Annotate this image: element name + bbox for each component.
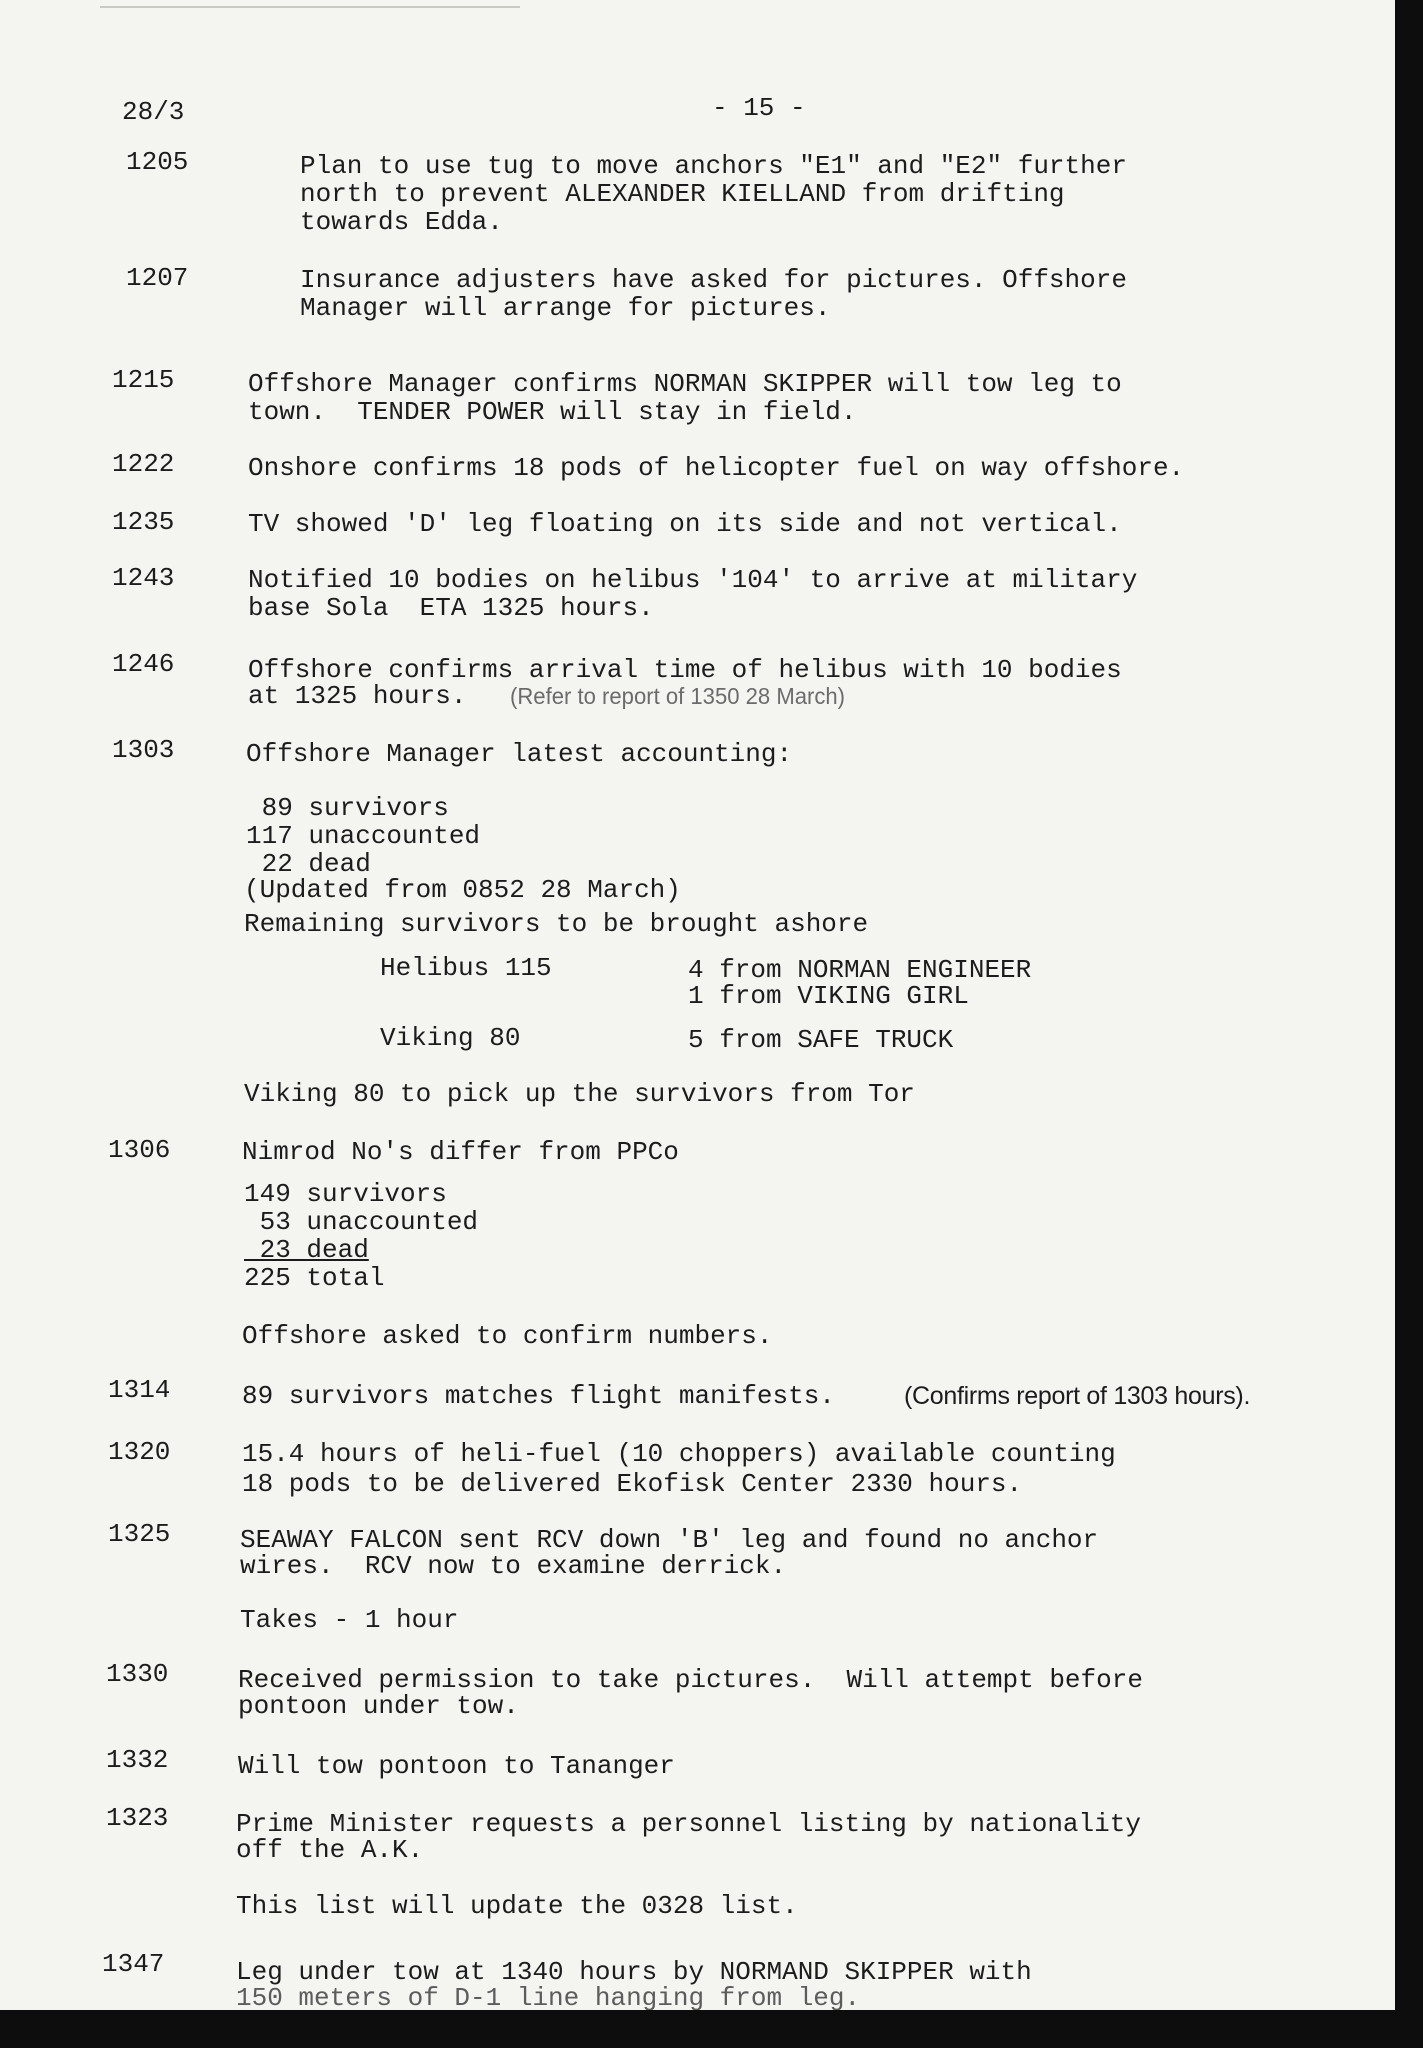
entry-line: Offshore Manager confirms NORMAN SKIPPER will tow leg to	[248, 369, 1122, 399]
remaining-line: Remaining survivors to be brought ashore	[244, 909, 869, 939]
entry-line: 18 pods to be delivered Ekofisk Center 2330 hours.	[242, 1469, 1023, 1499]
entry-time: 1215	[112, 365, 175, 395]
entry-time: 1314	[108, 1375, 171, 1405]
entry-line: Manager will arrange for pictures.	[300, 293, 831, 323]
entry-line-cutoff: 150 meters of D-1 line hanging from leg.	[236, 1983, 861, 2010]
entry-line: town. TENDER POWER will stay in field.	[248, 397, 857, 427]
followup-line: Viking 80 to pick up the survivors from Tor	[244, 1079, 915, 1109]
entry-line: off the A.K.	[236, 1835, 424, 1865]
entry-line: wires. RCV now to examine derrick.	[240, 1551, 787, 1581]
confirm-note: (Confirms report of 1303 hours).	[904, 1382, 1251, 1410]
transport-craft: Helibus 115	[380, 953, 552, 983]
scan-edge-line	[100, 6, 520, 8]
entry-line: base Sola ETA 1325 hours.	[248, 593, 654, 623]
count-total: 225 total	[244, 1263, 385, 1293]
entry-line: Offshore Manager latest accounting:	[246, 739, 793, 769]
entry-time: 1222	[112, 449, 175, 479]
entry-line: SEAWAY FALCON sent RCV down 'B' leg and found no anchor	[240, 1525, 1099, 1555]
count-line: 23 dead	[244, 1235, 369, 1265]
entry-time: 1243	[112, 563, 175, 593]
entry-time: 1320	[108, 1437, 171, 1467]
transport-detail: 1 from VIKING GIRL	[688, 981, 969, 1011]
followup-line: Takes - 1 hour	[240, 1605, 459, 1635]
entry-time: 1347	[102, 1949, 165, 1979]
entry-line: Onshore confirms 18 pods of helicopter fuel on way offshore.	[248, 453, 1185, 483]
entry-time: 1207	[126, 263, 189, 293]
entry-line: Will tow pontoon to Tananger	[238, 1751, 675, 1781]
entry-line: TV showed 'D' leg floating on its side and not vertical.	[248, 509, 1122, 539]
entry-line: 15.4 hours of heli-fuel (10 choppers) available counting	[242, 1439, 1116, 1469]
followup-line: Offshore asked to confirm numbers.	[242, 1321, 773, 1351]
transport-detail: 5 from SAFE TRUCK	[688, 1025, 954, 1055]
entry-line: Leg under tow at 1340 hours by NORMAND SKIPPER with	[236, 1957, 1032, 1987]
updated-note: (Updated from 0852 28 March)	[244, 875, 681, 905]
transport-detail: 4 from NORMAN ENGINEER	[688, 955, 1032, 985]
followup-line: This list will update the 0328 list.	[236, 1891, 798, 1921]
entry-time: 1306	[108, 1135, 171, 1165]
entry-line: Offshore confirms arrival time of helibus with 10 bodies	[248, 655, 1122, 685]
count-line: 22 dead	[246, 849, 371, 879]
entry-time: 1325	[108, 1519, 171, 1549]
entry-line: 89 survivors matches flight manifests.	[242, 1381, 835, 1411]
entry-time: 1235	[112, 507, 175, 537]
entry-line: north to prevent ALEXANDER KIELLAND from drifting	[300, 179, 1065, 209]
entry-line: at 1325 hours.	[248, 681, 467, 711]
entry-time: 1205	[126, 147, 189, 177]
entry-line: Notified 10 bodies on helibus '104' to arrive at military	[248, 565, 1138, 595]
transport-craft: Viking 80	[380, 1023, 521, 1053]
entry-time: 1332	[106, 1745, 169, 1775]
entry-time: 1246	[112, 649, 175, 679]
entry-line: Insurance adjusters have asked for pictures. Offshore	[300, 265, 1127, 295]
count-line: 149 survivors	[244, 1179, 447, 1209]
count-line: 89 survivors	[246, 793, 449, 823]
entry-time: 1323	[106, 1803, 169, 1833]
entry-line: pontoon under tow.	[238, 1691, 519, 1721]
entry-time: 1330	[106, 1659, 169, 1689]
entry-line: Plan to use tug to move anchors "E1" and "E2" further	[300, 151, 1127, 181]
entry-line: Received permission to take pictures. Will attempt before	[238, 1665, 1143, 1695]
entry-line: towards Edda.	[300, 207, 503, 237]
smudged-note: (Refer to report of 1350 28 March)	[510, 683, 846, 709]
entry-line: Prime Minister requests a personnel listing by nationality	[236, 1809, 1141, 1839]
count-line: 117 unaccounted	[246, 821, 481, 851]
page-date: 28/3	[122, 97, 185, 127]
entry-time: 1303	[112, 735, 175, 765]
entry-line: Nimrod No's differ from PPCo	[242, 1137, 679, 1167]
page-number: - 15 -	[712, 93, 806, 123]
count-line: 53 unaccounted	[244, 1207, 479, 1237]
